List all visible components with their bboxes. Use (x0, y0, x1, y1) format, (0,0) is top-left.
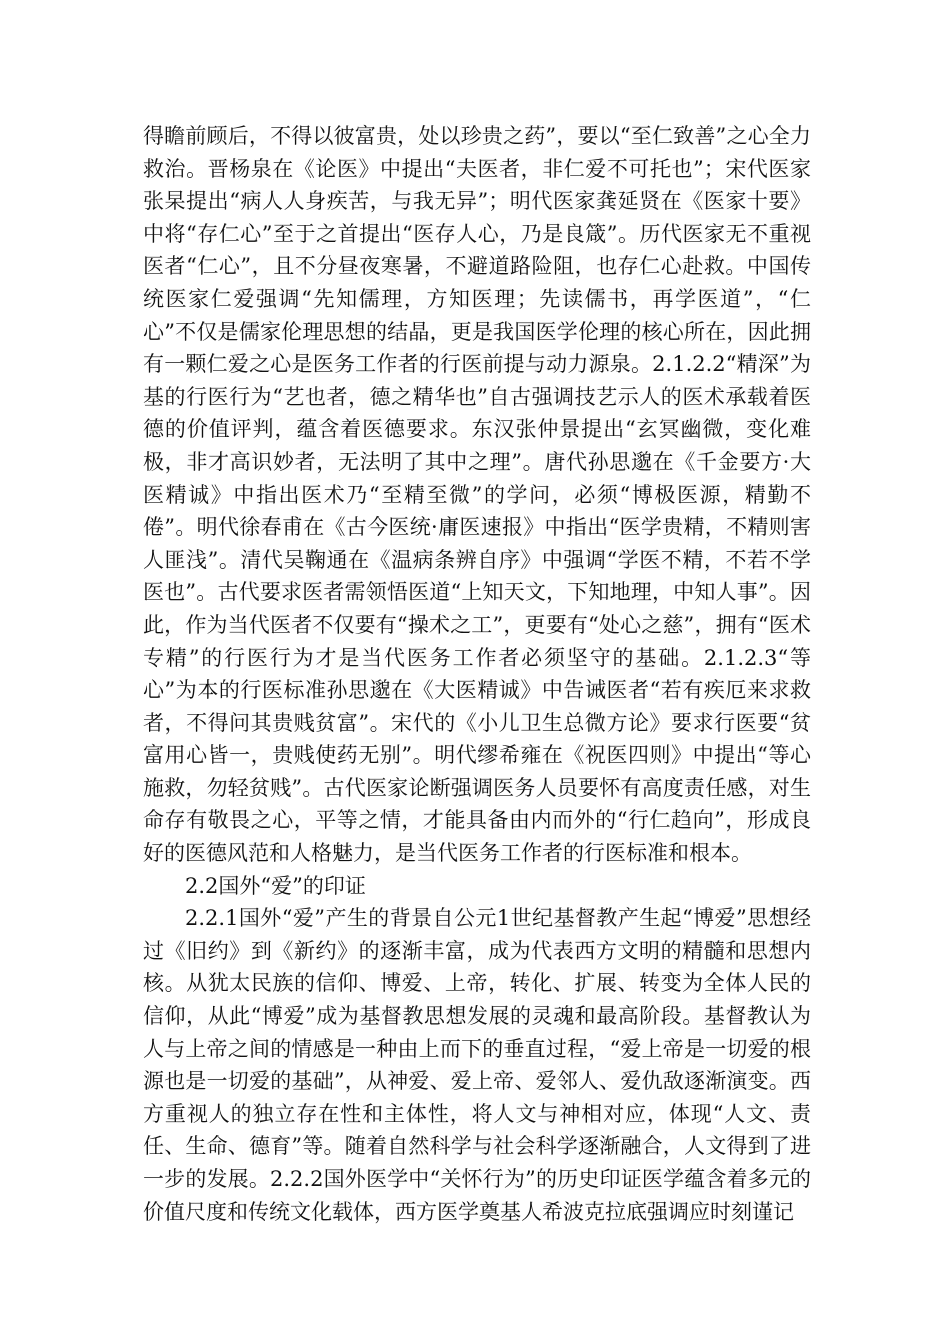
body-text (143, 120, 811, 1228)
paragraph-chinese-medical-ethics: 得瞻前顾后，不得以彼富贵，处以珍贵之药”，要以“至仁致善”之心全力救治。晋杨泉在《论医》中提出“夫医者，非仁爱不可托也”；宋代医家张杲提出“病人人身疾苦，与我无异”；明代医家龚延贤在《医家十要》中将“存仁心”至于之首提出“医存人心，乃是良箴”。历代医家无不重视医者“仁心”，且不分昼夜寒暑，不避道路险阻，也存仁心赴救。中国传统医家仁爱强调“先知儒理，方知医理；先读儒书，再学医道”，“仁心”不仅是儒家伦理思想的结晶，更是我国医学伦理的核心所在，因此拥有一颗仁爱之心是医务工作者的行医前提与动力源泉。2.1.2.2“精深”为基的行医行为“艺也者，德之精华也”自古强调技艺示人的医术承载着医德的价值评判，蕴含着医德要求。东汉张仲景提出“玄冥幽微，变化难极，非才高识妙者，无法明了其中之理”。唐代孙思邈在《千金要方·大医精诚》中指出医术乃“至精至微”的学问，必须“博极医源，精勤不倦”。明代徐春甫在《古今医统·庸医速报》中指出“医学贵精，不精则害人匪浅”。清代吴鞠通在《温病条辨自序》中强调“学医不精，不若不学医也”。古代要求医者需领悟医道“上知天文，下知地理，中知人事”。因此，作为当代医者不仅要有“操术之工”，更要有“处心之慈”，拥有“医术专精”的行医行为才是当代医务工作者必须坚守的基础。2.1.2.3“等心”为本的行医标准孙思邈在《大医精诚》中告诫医者“若有疾厄来求救者，不得问其贵贱贫富”。宋代的《小儿卫生总微方论》要求行医要“贫富用心皆一，贵贱使药无别”。明代缪希雍在《祝医四则》中提出“等心施救，勿轻贫贱”。古代医家论断强调医务人员要怀有高度责任感，对生命存有敬畏之心，平等之情，才能具备由内而外的“行仁趋向”，形成良好的医德风范和人格魅力，是当代医务工作者的行医标准和根本。 (143, 124, 811, 866)
paragraph-foreign-love-background: 2.2.1国外“爱”产生的背景自公元1世纪基督教产生起“博爱”思想经过《旧约》到《新约》的逐渐丰富，成为代表西方文明的精髓和思想内核。从犹太民族的信仰、博爱、上帝，转化、扩展、转变为全体人民的信仰，从此“博爱”成为基督教思想发展的灵魂和最高阶段。基督教认为人与上帝之间的情感是一种由上而下的垂直过程，“爱上帝是一切爱的根源也是一切爱的基础”，从神爱、爱上帝、爱邻人、爱仇敌逐渐演变。西方重视人的独立存在性和主体性，将人文与神相对应，体现“人文、责任、生命、德育”等。随着自然科学与社会科学逐渐融合，人文得到了进一步的发展。2.2.2国外医学中“关怀行为”的历史印证医学蕴含着多元的价值尺度和传统文化载体，西方医学奠基人希波克拉底强调应时刻谨记 (143, 906, 811, 1224)
section-heading-foreign-love: 2.2国外“爱”的印证 (185, 873, 366, 898)
